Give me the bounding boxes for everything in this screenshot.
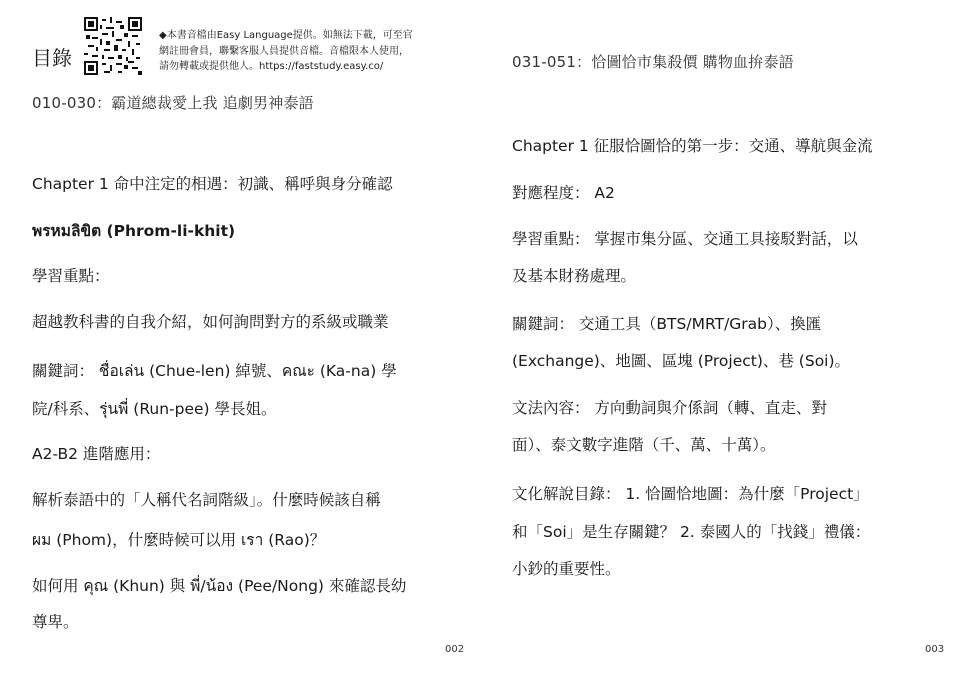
culture-line: 文化解說目錄： 1. 恰圖恰地圖：為什麼「Project」 (512, 485, 869, 503)
grammar-line: 文法內容： 方向動詞與介係詞（轉、直走、對 (512, 399, 827, 417)
keywords-line: 院/科系、รุ่นพี่ (Run-pee) 學長姐。 (32, 400, 277, 418)
keywords-line: 關鍵詞： 交通工具（BTS/MRT/Grab）、換匯 (512, 315, 822, 333)
thai-title: พรหมลิขิต (Phrom-li-khit) (32, 222, 236, 240)
focus-text: 超越教科書的自我介紹，如何詢問對方的系級或職業 (32, 313, 389, 331)
level-line: 對應程度： A2 (512, 184, 615, 202)
culture-line: 小鈔的重要性。 (512, 560, 621, 578)
focus-label: 學習重點： (32, 267, 110, 285)
advanced-label: A2-B2 進階應用： (32, 445, 161, 463)
toc-title: 目錄 (32, 46, 72, 70)
notice-line: 請勿轉載或提供他人。https://faststudy.easy.co/ (159, 61, 384, 72)
chapter-title: Chapter 1 征服恰圖恰的第一步：交通、導航與金流 (512, 137, 873, 155)
notice-line: 網註冊會員，聯繫客服人員提供音檔。音檔限本人使用， (159, 45, 409, 57)
page-number: 003 (925, 644, 945, 655)
audio-notice (159, 28, 413, 75)
advanced-line: 解析泰語中的「人稱代名詞階級」。什麼時候該自稱 (32, 491, 381, 509)
advanced-line: ผม (Phom)，什麼時候可以用 เรา (Rao)？ (32, 531, 326, 549)
keywords-line: (Exchange)、地圖、區塊 (Project)、巷 (Soi)。 (512, 352, 851, 370)
advanced-line: 如何用 คุณ (Khun) 與 พี่/น้อง (Pee/Nong) 來確認長幼 (32, 577, 407, 595)
focus-line: 及基本財務處理。 (512, 267, 637, 285)
qr-code[interactable] (84, 17, 142, 75)
grammar-line: 面）、泰文數字進階（千、萬、十萬）。 (512, 436, 776, 454)
section-range: 031-051：恰圖恰市集殺價 購物血拚泰語 (512, 53, 794, 71)
right-page (480, 0, 960, 678)
section-range: 010-030：霸道總裁愛上我 追劇男神泰語 (32, 94, 314, 112)
keywords-line: 關鍵詞： ชื่อเล่น (Chue-len) 綽號、คณะ (Ka-na) 學 (32, 362, 397, 380)
notice-line: ◆本書音檔由Easy Language提供。如無法下載，可至官 (159, 30, 413, 41)
focus-line: 學習重點： 掌握市集分區、交通工具接駁對話，以 (512, 230, 858, 248)
page-number: 002 (445, 644, 465, 655)
advanced-line: 尊卑。 (32, 613, 79, 631)
culture-line: 和「Soi」是生存關鍵？ 2. 泰國人的「找錢」禮儀： (512, 523, 871, 541)
chapter-title: Chapter 1 命中注定的相遇：初識、稱呼與身分確認 (32, 175, 393, 193)
